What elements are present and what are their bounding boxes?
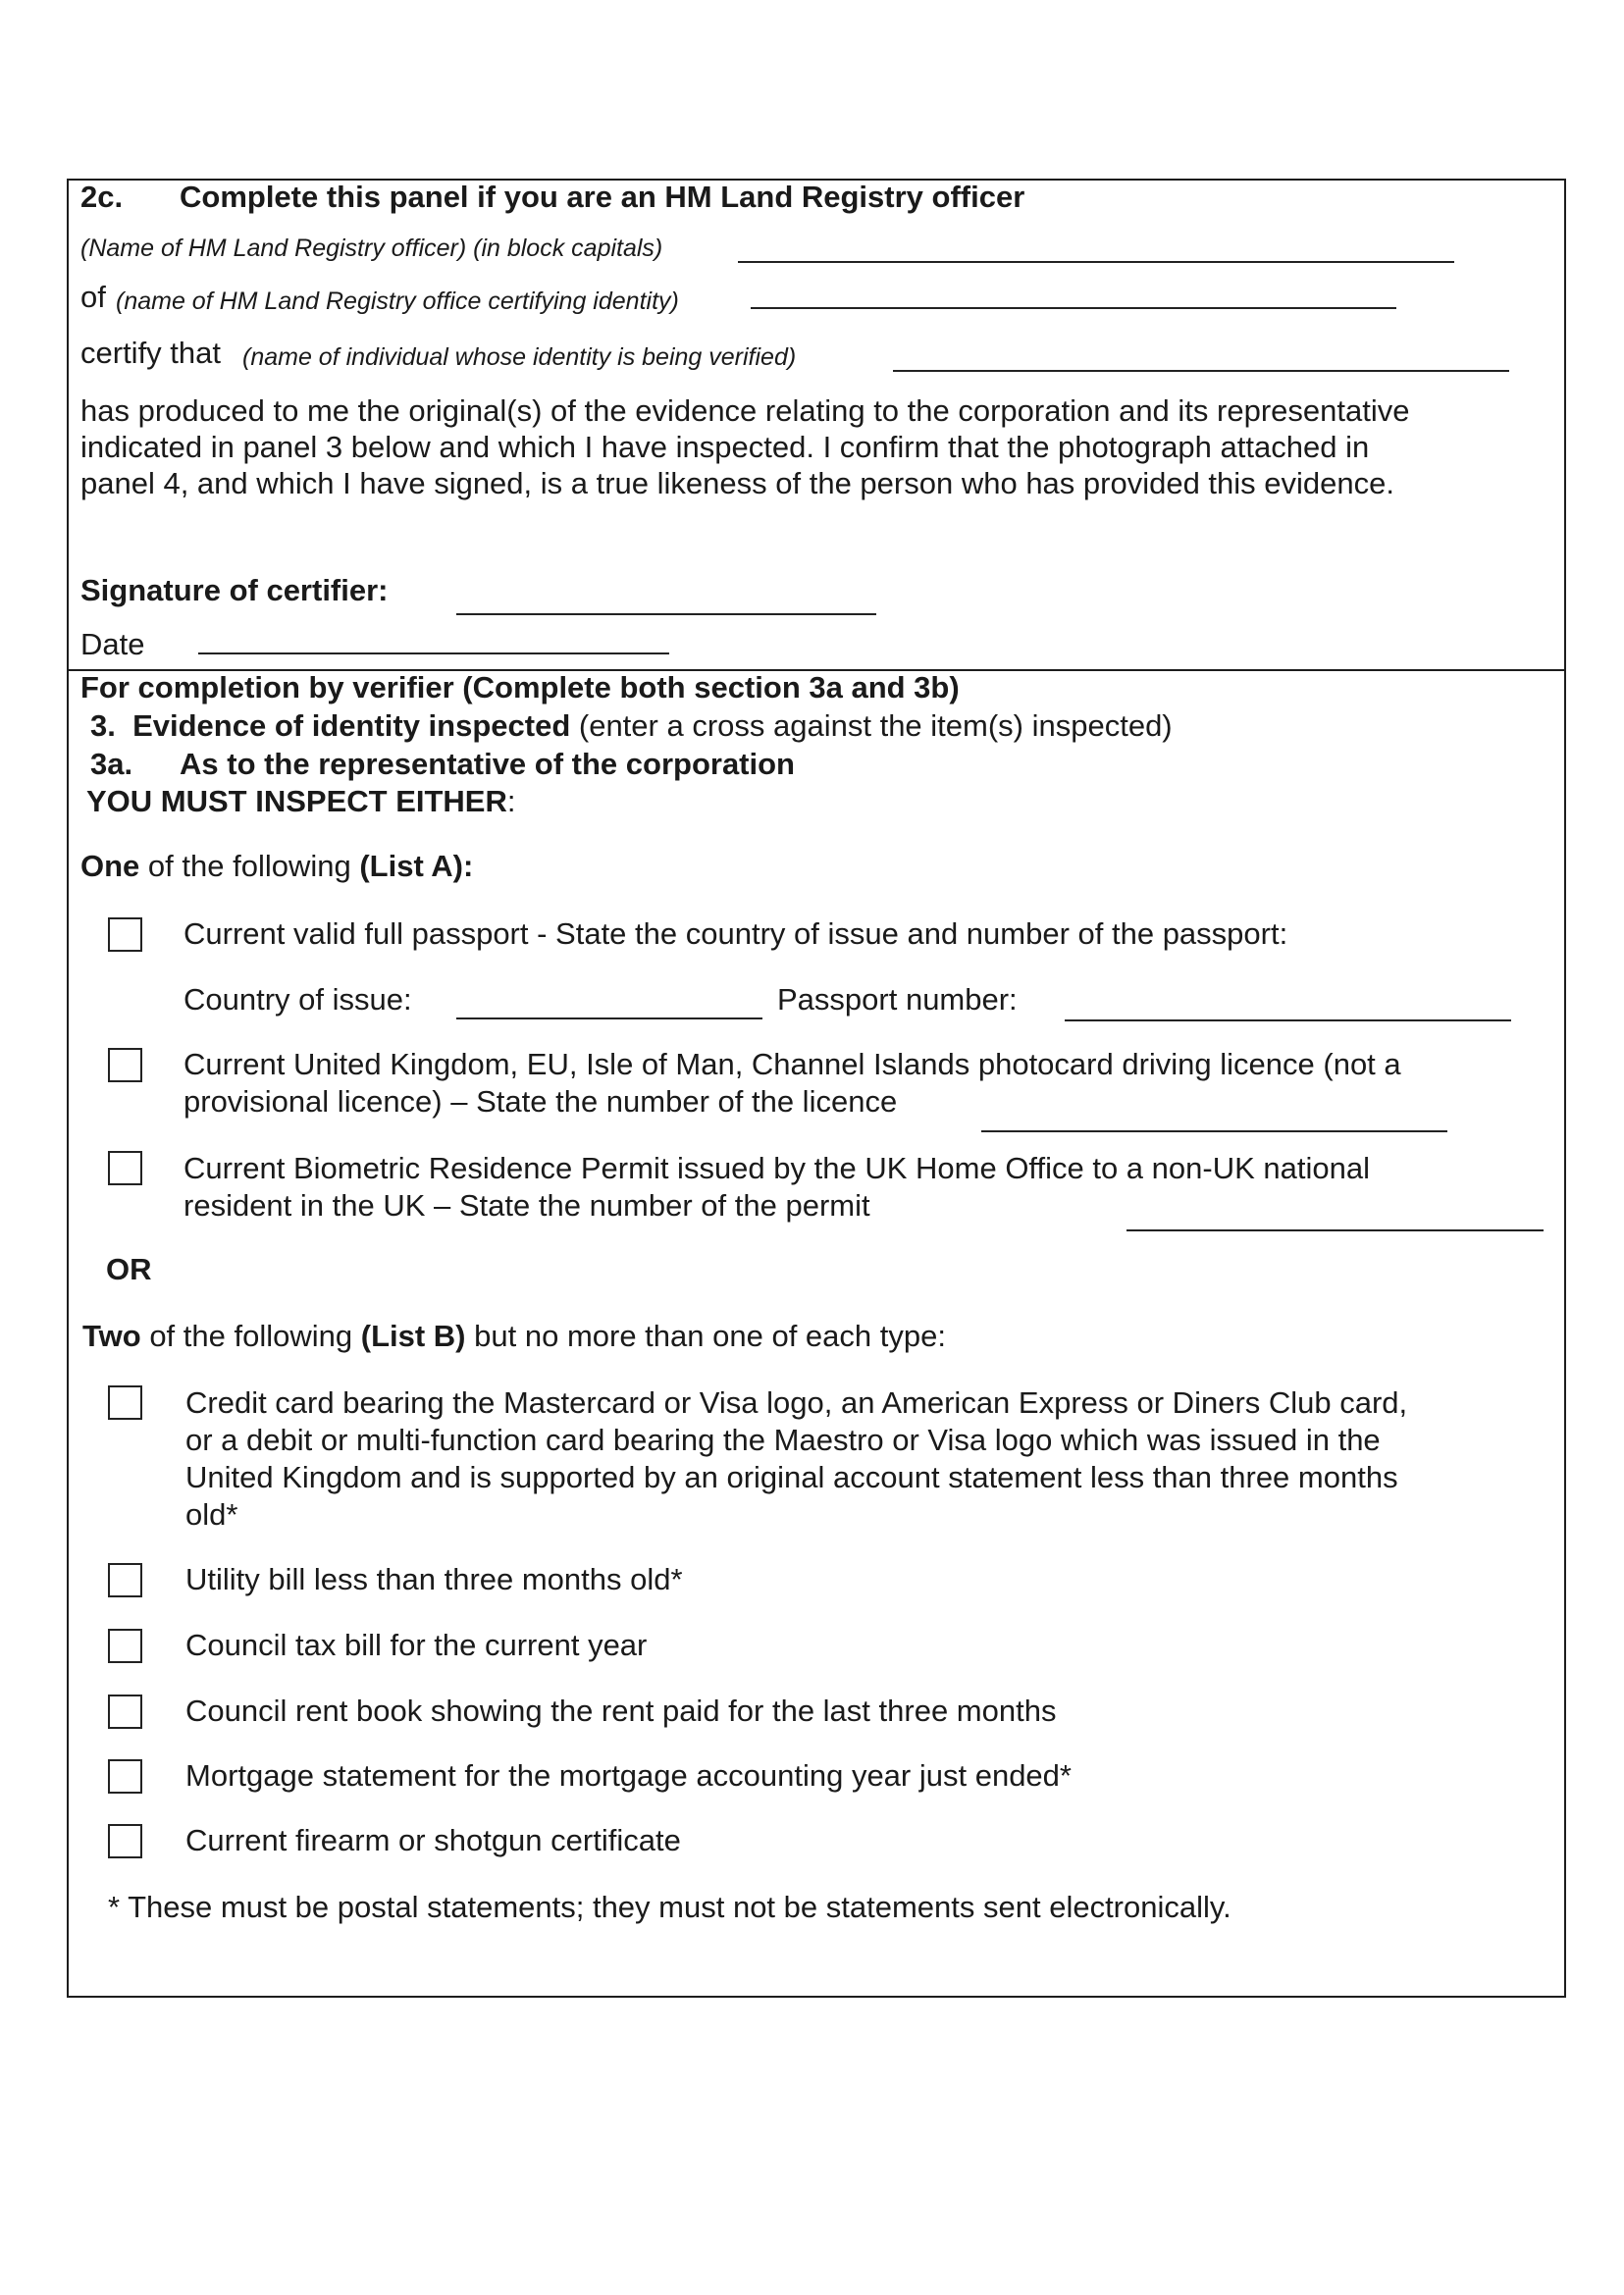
or-separator: OR bbox=[106, 1252, 152, 1286]
credit-card-line-1: Credit card bearing the Mastercard or Visa logo, an American Express or Diners Club card, bbox=[185, 1385, 1408, 1420]
individual-field[interactable] bbox=[893, 370, 1509, 372]
council-rent-text: Council rent book showing the rent paid for the last three months bbox=[185, 1694, 1057, 1728]
council-rent-checkbox[interactable] bbox=[108, 1695, 142, 1729]
passport-number-field[interactable] bbox=[1065, 1019, 1511, 1021]
office-label: (name of HM Land Registry office certifying identity) bbox=[116, 287, 679, 315]
certify-word: certify that bbox=[80, 336, 221, 370]
credit-card-line-4: old* bbox=[185, 1497, 238, 1532]
signature-label: Signature of certifier: bbox=[80, 573, 389, 607]
utility-bill-checkbox[interactable] bbox=[108, 1563, 142, 1597]
country-of-issue-field[interactable] bbox=[456, 1017, 762, 1019]
residence-permit-line-2: resident in the UK – State the number of the permit bbox=[183, 1188, 870, 1223]
driving-licence-line-2: provisional licence) – State the number of the licence bbox=[183, 1084, 898, 1119]
utility-bill-text: Utility bill less than three months old* bbox=[185, 1562, 683, 1596]
of-word: of bbox=[80, 280, 106, 314]
residence-permit-line-1: Current Biometric Residence Permit issued by the UK Home Office to a non-UK national bbox=[183, 1151, 1370, 1185]
list-b-two: Two bbox=[82, 1319, 141, 1353]
sub-heading: As to the representative of the corporation bbox=[180, 747, 795, 781]
residence-permit-checkbox[interactable] bbox=[108, 1151, 142, 1185]
date-label: Date bbox=[80, 627, 145, 661]
credit-card-line-3: United Kingdom and is supported by an original account statement less than three months bbox=[185, 1460, 1398, 1494]
list-a-label: (List A): bbox=[359, 849, 474, 883]
panel-2c-number: 2c. bbox=[80, 180, 124, 214]
office-field[interactable] bbox=[751, 307, 1396, 309]
list-b-intro bbox=[82, 1318, 946, 1355]
list-a-one: One bbox=[80, 849, 140, 883]
must-inspect-colon: : bbox=[506, 784, 516, 818]
passport-text: Current valid full passport - State the country of issue and number of the passport: bbox=[183, 916, 1288, 951]
firearm-checkbox[interactable] bbox=[108, 1824, 142, 1858]
evidence-heading-row bbox=[90, 707, 1173, 745]
driving-licence-checkbox[interactable] bbox=[108, 1048, 142, 1082]
evidence-heading: Evidence of identity inspected bbox=[132, 708, 571, 743]
residence-permit-number-field[interactable] bbox=[1126, 1229, 1544, 1231]
evidence-number: 3. bbox=[90, 708, 116, 743]
date-field[interactable] bbox=[198, 652, 669, 654]
evidence-note: (enter a cross against the item(s) inspected) bbox=[578, 708, 1173, 743]
passport-checkbox[interactable] bbox=[108, 917, 142, 952]
mortgage-text: Mortgage statement for the mortgage accounting year just ended* bbox=[185, 1758, 1072, 1793]
officer-name-label: (Name of HM Land Registry officer) (in block capitals) bbox=[80, 235, 663, 262]
council-tax-text: Council tax bill for the current year bbox=[185, 1628, 648, 1662]
officer-name-field[interactable] bbox=[738, 261, 1454, 263]
list-a-mid: of the following bbox=[147, 849, 351, 883]
driving-licence-number-field[interactable] bbox=[981, 1130, 1447, 1132]
signature-field[interactable] bbox=[456, 613, 876, 615]
statement-line-2: indicated in panel 3 below and which I have inspected. I confirm that the photograph attached in bbox=[80, 430, 1370, 464]
individual-label: (name of individual whose identity is being verified) bbox=[242, 343, 797, 371]
list-a-intro bbox=[80, 848, 473, 885]
driving-licence-line-1: Current United Kingdom, EU, Isle of Man, Channel Islands photocard driving licence (not a bbox=[183, 1047, 1401, 1081]
list-b-label: (List B) bbox=[360, 1319, 466, 1353]
postal-statements-footnote: * These must be postal statements; they must not be statements sent electronically. bbox=[108, 1890, 1231, 1924]
firearm-text: Current firearm or shotgun certificate bbox=[185, 1823, 681, 1857]
verifier-heading: For completion by verifier (Complete both section 3a and 3b) bbox=[80, 670, 960, 704]
credit-card-checkbox[interactable] bbox=[108, 1385, 142, 1420]
list-b-tail: but no more than one of each type: bbox=[474, 1319, 946, 1353]
must-inspect-row bbox=[86, 783, 516, 820]
sub-number: 3a. bbox=[90, 747, 133, 781]
must-inspect-text: YOU MUST INSPECT EITHER bbox=[86, 784, 507, 818]
credit-card-line-2: or a debit or multi-function card bearing the Maestro or Visa logo which was issued in the bbox=[185, 1423, 1381, 1457]
country-of-issue-label: Country of issue: bbox=[183, 982, 412, 1017]
mortgage-checkbox[interactable] bbox=[108, 1759, 142, 1794]
council-tax-checkbox[interactable] bbox=[108, 1629, 142, 1663]
statement-line-3: panel 4, and which I have signed, is a true likeness of the person who has provided this evidence. bbox=[80, 466, 1394, 500]
panel-2c-heading: Complete this panel if you are an HM Land Registry officer bbox=[180, 180, 1025, 214]
statement-line-1: has produced to me the original(s) of the evidence relating to the corporation and its representative bbox=[80, 393, 1410, 428]
list-b-mid: of the following bbox=[149, 1319, 353, 1353]
passport-number-label: Passport number: bbox=[777, 982, 1018, 1017]
